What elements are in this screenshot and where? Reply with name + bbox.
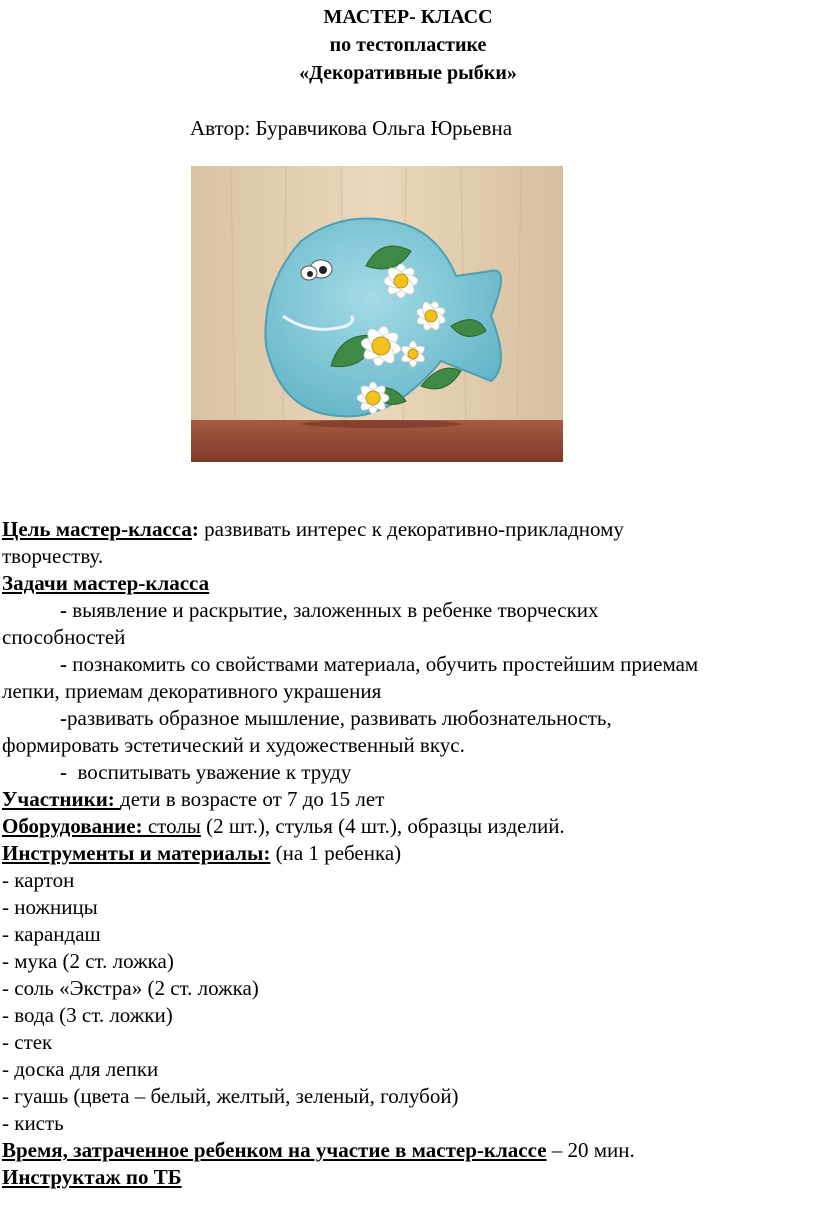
tools-item: - карандаш bbox=[2, 922, 101, 946]
tools-item: - гуашь (цвета – белый, желтый, зеленый, голубой) bbox=[2, 1084, 459, 1108]
goal-label: Цель мастер-класса bbox=[2, 517, 192, 541]
title-line-1: МАСТЕР- КЛАСС bbox=[323, 6, 493, 28]
equipment-text-underlined: столы bbox=[142, 814, 201, 838]
document-body bbox=[2, 516, 810, 1191]
tools-item: - стек bbox=[2, 1030, 53, 1054]
task-item-3-line1: -развивать образное мышление, развивать любознательность, bbox=[60, 706, 612, 730]
equipment-label: Оборудование: bbox=[2, 814, 143, 838]
author-line: Автор: Буравчикова Ольга Юрьевна bbox=[190, 116, 513, 140]
task-item-2-line1: - познакомить со свойствами материала, обучить простейшим приемам bbox=[60, 652, 699, 676]
equipment-paragraph bbox=[2, 813, 810, 840]
time-label: Время, затраченное ребенком на участие в мастер-классе bbox=[2, 1138, 547, 1162]
decorative-fish-photo bbox=[191, 166, 563, 462]
equipment-text: (2 шт.), стулья (4 шт.), образцы изделий. bbox=[200, 814, 565, 838]
tools-item: - мука (2 ст. ложка) bbox=[2, 949, 174, 973]
tools-item: - вода (3 ст. ложки) bbox=[2, 1003, 173, 1027]
title-line-2: по тестопластике bbox=[329, 34, 487, 56]
tools-item: - соль «Экстра» (2 ст. ложка) bbox=[2, 976, 259, 1000]
tools-note: (на 1 ребенка) bbox=[270, 841, 402, 865]
goal-colon: : bbox=[191, 517, 199, 541]
tools-paragraph bbox=[2, 840, 810, 867]
goal-text-line1: развивать интерес к декоративно-прикладному bbox=[198, 517, 624, 541]
task-item-3-line2: формировать эстетический и художественный вкус. bbox=[2, 733, 465, 757]
time-paragraph bbox=[2, 1137, 810, 1164]
tools-item: - картон bbox=[2, 868, 75, 892]
task-item-1-line1: - выявление и раскрытие, заложенных в ребенке творческих bbox=[60, 598, 599, 622]
safety-label: Инструктаж по ТБ bbox=[2, 1165, 182, 1189]
participants-paragraph bbox=[2, 786, 810, 813]
task-item-2-line2: лепки, приемам декоративного украшения bbox=[2, 679, 382, 703]
tools-item: - кисть bbox=[2, 1111, 64, 1135]
task-item-4-line1: - воспитывать уважение к труду bbox=[60, 760, 352, 784]
tools-item: - доска для лепки bbox=[2, 1057, 159, 1081]
goal-text-line2: творчеству. bbox=[2, 544, 104, 568]
tools-item: - ножницы bbox=[2, 895, 98, 919]
participants-text: дети в возрасте от 7 до 15 лет bbox=[120, 787, 385, 811]
goal-paragraph bbox=[2, 516, 810, 543]
participants-label: Участники: bbox=[2, 787, 121, 811]
tools-label: Инструменты и материалы: bbox=[2, 841, 271, 865]
title-line-3: «Декоративные рыбки» bbox=[299, 62, 517, 84]
time-text: – 20 мин. bbox=[546, 1138, 635, 1162]
task-item-1-line2: способностей bbox=[2, 625, 126, 649]
tasks-label: Задачи мастер-класса bbox=[2, 571, 210, 595]
